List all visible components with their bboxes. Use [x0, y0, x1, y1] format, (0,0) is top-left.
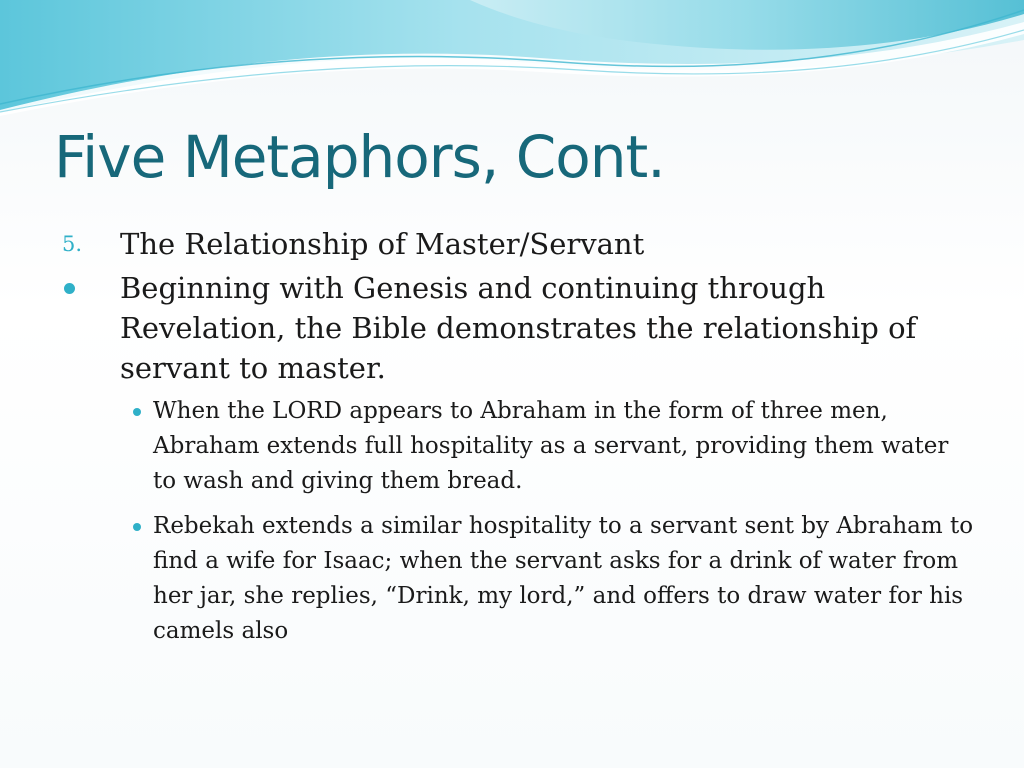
bullet-point	[56, 268, 976, 388]
numbered-point	[56, 224, 976, 264]
point-number: 5.	[62, 232, 83, 256]
point-text: The Relationship of Master/Servant	[120, 227, 645, 261]
sub-bullet-point	[133, 509, 976, 649]
slide-title: Five Metaphors, Cont.	[54, 123, 665, 191]
bullet-dot-icon	[64, 283, 75, 294]
sub-bullet-text: When the LORD appears to Abraham in the form of three men, Abraham extends full hospitality as a servant, providing them water to wash and giving them bread.	[153, 398, 949, 494]
slide-body	[56, 224, 976, 653]
sub-bullet-dot-icon	[133, 523, 141, 531]
wave-banner-decoration	[0, 0, 1024, 120]
sub-bullet-point	[133, 394, 976, 499]
sub-bullet-dot-icon	[133, 408, 141, 416]
bullet-text: Beginning with Genesis and continuing through Revelation, the Bible demonstrates the relationship of servant to master.	[120, 271, 917, 385]
sub-bullet-text: Rebekah extends a similar hospitality to a servant sent by Abraham to find a wife for Isaac; when the servant asks for a drink of water from her jar, she replies, “Drink, my lord,” and offers to draw water for his camels also	[153, 513, 974, 644]
